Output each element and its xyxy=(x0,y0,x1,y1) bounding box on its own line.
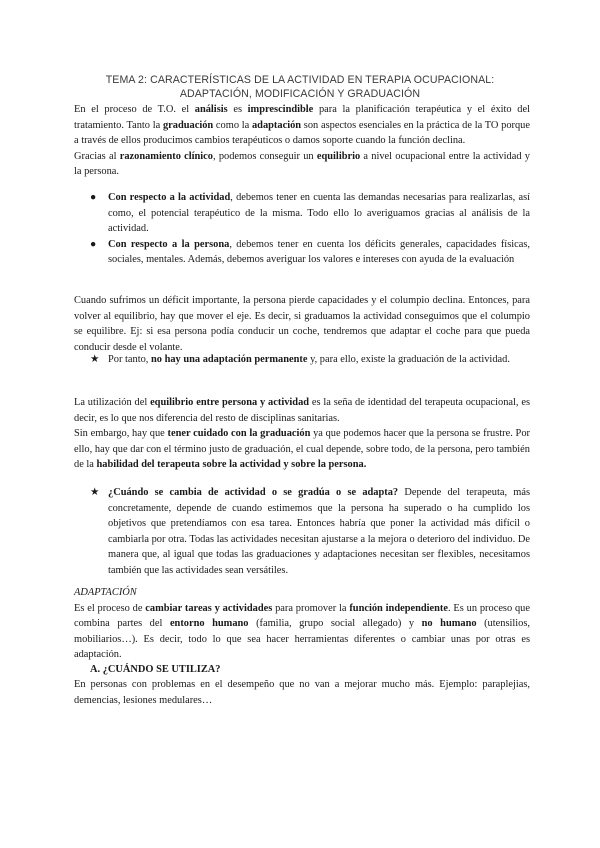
list-item: ● Con respecto a la actividad, debemos tener en cuenta las demandas necesarias para realizarlas, así como, el potencial terapéutico de la misma. Todo ello lo averiguamos gracias al análisis de la actividad. xyxy=(90,192,531,235)
star-icon: ★ xyxy=(90,487,100,498)
bullet-icon: ● xyxy=(90,192,97,203)
paragraph-equilibrio: La utilización del equilibrio entre persona y actividad es la seña de identidad del terapeuta ocupacional, es decir, es lo que nos diferencia del resto de disciplinas sanitarias. Sin embargo, hay que tener cuidado con la graduación ya que podemos hacer que la persona se frustre. Por ello, hay que dar con el término justo de graduación, el cual depende, sobre todo, de la persona, pero también de la habilidad del terapeuta sobre la actividad y sobre la persona. xyxy=(74,397,530,471)
title-line-2: ADAPTACIÓN, MODIFICACIÓN Y GRADUACIÓN xyxy=(179,88,421,100)
bullet-icon: ● xyxy=(90,238,97,250)
star-icon: ★ xyxy=(90,354,100,365)
intro-paragraph: En el proceso de T.O. el análisis es imprescindible para la planificación terapéutica y el éxito del tratamiento. Tanto la graduación como la adaptación son aspectos esenciales en la práctica de la TO porque a través de ellos producimos cambios terapéuticos o damos soporte cuando la función declina. Gracias al razonamiento clínico, podemos conseguir un equilibrio a nivel ocupacional entre la actividad y la persona. xyxy=(74,104,530,178)
paragraph-cuando-se-utiliza: En personas con problemas en el desempeño que no van a mejorar mucho más. Ejemplo: paraplejias, demencias, lesiones medulares… xyxy=(74,679,530,706)
section-adaptacion: ADAPTACIÓN Es el proceso de cambiar tareas y actividades para promover la función independiente. Es un proceso que combina partes del entorno humano (familia, grupo social allegado) y no humano (utensilios, mobiliarios…). Es decir, todo lo que sea hacer herramientas diferentes o cambiar unas por otras es adaptación. xyxy=(74,587,530,661)
star-note-adaptacion xyxy=(90,352,530,368)
bullet-list-persona-actividad xyxy=(90,190,530,268)
title-line-1: TEMA 2: CARACTERÍSTICAS DE LA ACTIVIDAD EN TERAPIA OCUPACIONAL: xyxy=(105,74,495,86)
section-heading-adaptacion: ADAPTACIÓN xyxy=(74,587,137,598)
list-item: ● Con respecto a la persona, debemos tener en cuenta los déficits generales, capacidades físicas, sociales, mentales. Además, debemos averiguar los valores e intereses con ayuda de la evaluación xyxy=(90,238,530,266)
subheading-cuando-se-utiliza: A. ¿CUÁNDO SE UTILIZA? xyxy=(90,664,221,675)
document-title xyxy=(70,73,530,101)
paragraph-columpio: Cuando sufrimos un déficit importante, la persona pierde capacidades y el columpio declina. Entonces, para volver al equilibrio, hay que mover el eje. Es decir, si graduamos la actividad conseguimos que el columpio se equilibre. Ej: si esa persona podía conducir un coche, tendremos que adaptar el coche para que pueda conducir desde el volante. xyxy=(74,295,530,353)
list-item: ★ Por tanto, no hay una adaptación permanente y, para ello, existe la graduación de la actividad. xyxy=(90,352,530,368)
star-note-cuando-cambiar xyxy=(90,485,530,579)
list-item: ★ ¿Cuándo se cambia de actividad o se gradúa o se adapta? Depende del terapeuta, más concretamente, depende de cuando estimemos que la persona ha superado o ha cumplido los objetivos que pretendíamos con esa tarea. Entonces habría que poner la actividad más difícil o cambiarla por otra. Todas las actividades necesitan ajustarse a la mejora o deterioro del individuo. De manera que, al igual que todas las graduaciones y adaptaciones necesitan ser flexibles, necesitamos también que las actividades sean versátiles. xyxy=(90,487,530,576)
